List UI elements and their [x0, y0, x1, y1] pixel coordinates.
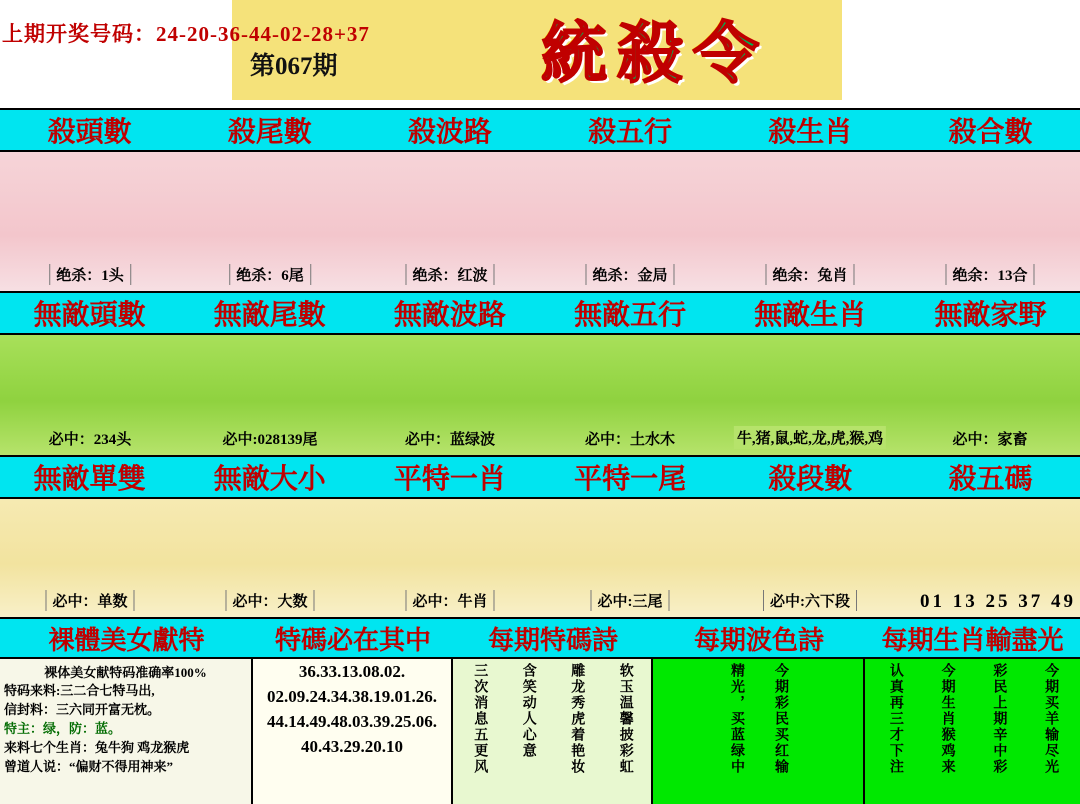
panel1-line-2: 信封料：三六同开富无枕。: [4, 702, 161, 717]
title-wudi-sheng-xiao[interactable]: 無敵生肖: [721, 293, 901, 333]
title-sha-wu-xing[interactable]: 殺五行: [541, 110, 721, 150]
title-sha-bo-lu[interactable]: 殺波路: [360, 110, 540, 150]
panel3-col-3: 雕龙秀虎着艳妆: [569, 663, 585, 775]
row3-value-2: 必中：大数: [225, 590, 314, 611]
row3-slot-6: [900, 499, 1080, 617]
panel2-line-3: 44.14.49.48.03.39.25.06.: [267, 712, 437, 731]
panel3-col-2: 含笑动人心意: [520, 663, 536, 759]
panel-zodiac-lose-all: [865, 659, 1080, 804]
title-sha-he-shu[interactable]: 殺合數: [948, 117, 1033, 148]
title-wudi-tou-shu[interactable]: 無敵頭數: [0, 293, 180, 333]
title-sha-tou-shu[interactable]: 殺頭數: [0, 110, 180, 150]
row1-value-4: 绝杀：金局: [585, 264, 674, 285]
panel3-col-4: 软玉温馨披彩虹: [617, 663, 633, 775]
title-zodiac-lose-all[interactable]: 每期生肖輸盡光: [881, 625, 1064, 655]
row1-value-3: 绝杀：红波: [405, 264, 494, 285]
bottom-panels: [0, 659, 1080, 804]
panel5-col-2: 今期生肖猴鸡来: [939, 663, 955, 775]
title-special-code-poem[interactable]: 每期特碼詩: [487, 625, 618, 655]
title-ping-te-yi-wei[interactable]: 平特一尾: [541, 457, 721, 497]
row3-value-1: 必中：单数: [45, 590, 134, 611]
row1-slot-2: [180, 152, 360, 291]
panel-special-code-numbers: [253, 659, 453, 804]
row3-five-numbers: 01 13 25 37 49: [920, 591, 1076, 612]
panel3-col-1: 三次消息五更风: [472, 663, 488, 775]
panel5-col-3: 彩民上期辛中彩: [991, 663, 1007, 775]
panel4-col-2: 今期彩民买红输: [773, 663, 788, 775]
row2-value-4: 必中：土水木: [584, 432, 676, 448]
row1-slot-3: [360, 152, 540, 291]
row2-slot-4: [540, 335, 720, 455]
row1-slot-6: [900, 152, 1080, 291]
row2-value-1: 必中：234头: [48, 432, 132, 448]
row1-value-1: 绝杀：1头: [49, 264, 131, 285]
logo-title: 統殺令: [541, 17, 769, 91]
row2-slot-3: [360, 335, 540, 455]
row3-slot-5: [720, 499, 900, 617]
panel5-col-1: 认真再三才下注: [887, 663, 903, 775]
row2-value-6: 必中：家畜: [952, 432, 1028, 448]
panel4-col-1: 精光，买蓝绿中: [729, 663, 744, 775]
title-wudi-dan-shuang[interactable]: 無敵單雙: [0, 457, 180, 497]
panel1-head: 裸体美女献特码准确率100%: [44, 665, 207, 680]
row1-value-6: 绝余：13合: [945, 264, 1034, 285]
row2-value-3: 必中：蓝绿波: [404, 432, 496, 448]
panel1-line-3: 特主：绿，防：蓝。: [4, 721, 122, 736]
row3-value-band: [0, 499, 1080, 617]
row2-zodiac-list: 牛,猪,鼠,蛇,龙,虎,猴,鸡: [734, 426, 886, 449]
panel2-line-1: 36.33.13.08.02.: [298, 662, 406, 681]
title-wudi-bo-lu[interactable]: 無敵波路: [360, 293, 540, 333]
row2-value-band: [0, 335, 1080, 455]
title-wave-color-poem[interactable]: 每期波色詩: [693, 625, 824, 655]
header: [0, 0, 1080, 108]
previous-draw-numbers: 上期开奖号码：24-20-36-44-02-28+37: [2, 22, 370, 46]
row3-slot-2: [180, 499, 360, 617]
title-sha-wu-ma[interactable]: 殺五碼: [948, 464, 1033, 495]
panel2-line-2: 02.09.24.34.38.19.01.26.: [267, 687, 437, 706]
title-ping-te-yi-xiao[interactable]: 平特一肖: [360, 457, 540, 497]
issue-number: 第067期: [250, 53, 338, 80]
row1-value-2: 绝杀：6尾: [229, 264, 311, 285]
row3-slot-3: [360, 499, 540, 617]
title-sha-wei-shu[interactable]: 殺尾數: [180, 110, 360, 150]
row2-slot-2: [180, 335, 360, 455]
panel1-line-5: 曾道人说：“偏财不得用神来”: [4, 759, 174, 774]
row2-slot-1: [0, 335, 180, 455]
row3-slot-4: [540, 499, 720, 617]
title-nude-beauty[interactable]: 裸體美女獻特: [48, 625, 205, 655]
title-wudi-da-xiao[interactable]: 無敵大小: [180, 457, 360, 497]
panel-special-code-poem: [453, 659, 653, 804]
title-sha-sheng-xiao[interactable]: 殺生肖: [721, 110, 901, 150]
row3-value-4: 必中:三尾: [591, 590, 670, 611]
title-wudi-wu-xing[interactable]: 無敵五行: [541, 293, 721, 333]
bottom-title-bar: [0, 617, 1080, 659]
panel2-line-4: 40.43.29.20.10: [301, 737, 403, 756]
row1-slot-5: [720, 152, 900, 291]
panel-nude-beauty: [0, 659, 253, 804]
row3-slot-1: [0, 499, 180, 617]
row2-slot-6: [900, 335, 1080, 455]
row1-title-bar: [0, 108, 1080, 152]
row2-slot-5: [720, 335, 900, 455]
title-wudi-wei-shu[interactable]: 無敵尾數: [180, 293, 360, 333]
row1-slot-4: [540, 152, 720, 291]
row2-title-bar: [0, 291, 1080, 335]
row3-title-bar: [0, 455, 1080, 499]
row1-value-band: [0, 152, 1080, 291]
panel5-col-4: 今期买羊输尽光: [1043, 663, 1059, 775]
row3-value-5: 必中:六下段: [763, 590, 857, 611]
row2-value-2: 必中:028139尾: [222, 432, 318, 448]
row1-value-5: 绝余：兔肖: [765, 264, 854, 285]
title-wudi-jia-ye[interactable]: 無敵家野: [934, 300, 1047, 331]
title-special-code-within[interactable]: 特碼必在其中: [274, 625, 431, 655]
panel-wave-color-poem: [653, 659, 865, 804]
row1-slot-1: [0, 152, 180, 291]
title-sha-duan-shu[interactable]: 殺段數: [721, 457, 901, 497]
panel1-line-4: 来料七个生肖：兔牛狗 鸡龙猴虎: [4, 740, 190, 755]
panel1-line-1: 特码来料:三二合七特马出,: [4, 683, 155, 698]
row3-value-3: 必中：牛肖: [405, 590, 494, 611]
